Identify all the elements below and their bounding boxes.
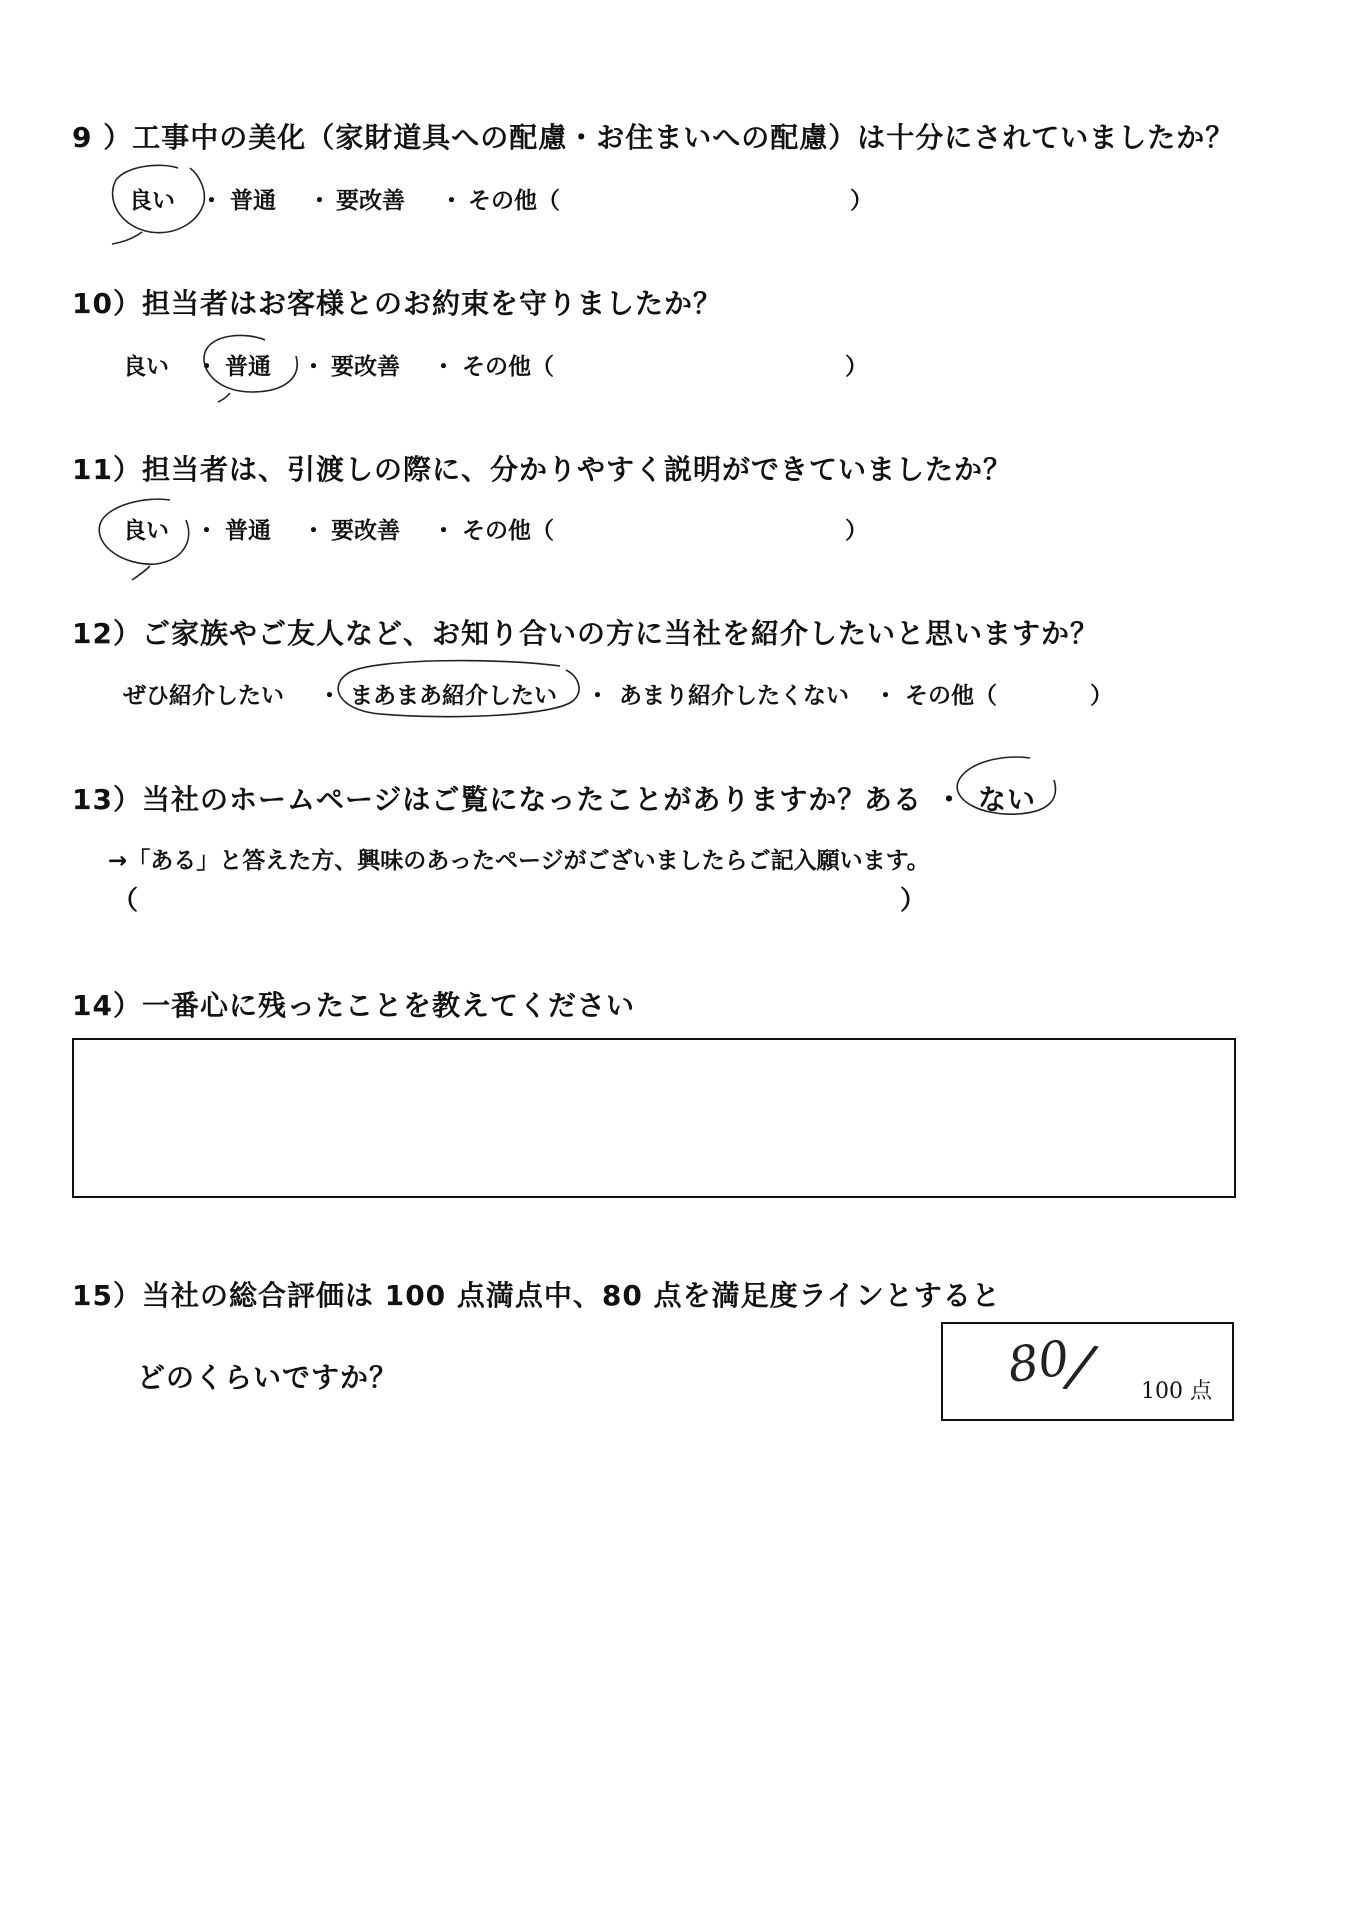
q11-separator: ・ — [302, 518, 325, 544]
q9-option-good[interactable]: 良い — [129, 188, 175, 214]
q14-answer-box[interactable] — [72, 1038, 1236, 1198]
q9-option-needs-improvement[interactable]: 要改善 — [336, 188, 405, 214]
q13-answer-close-paren: ） — [900, 886, 927, 916]
q9-other-close-paren: ） — [850, 188, 873, 214]
q10-option-needs-improvement[interactable]: 要改善 — [331, 354, 400, 380]
q9-selection-circle-tail — [112, 232, 142, 244]
q12-option-definitely[interactable]: ぜひ紹介したい — [123, 683, 284, 709]
q13-answer-open-paren: （ — [112, 886, 139, 916]
question-14-label: 14）一番心に残ったことを教えてください — [72, 989, 635, 1022]
q15-max-score-label: 100 点 — [1141, 1379, 1212, 1404]
question-15-label-line1: 15）当社の総合評価は 100 点満点中、80 点を満足度ラインとすると — [72, 1279, 1001, 1312]
q15-score-slash: / — [1065, 1330, 1097, 1402]
q12-separator: ・ — [586, 683, 609, 709]
question-9-label: 9 ）工事中の美化（家財道具への配慮・お住まいへの配慮）は十分にされていましたか？ — [72, 121, 1235, 154]
q9-separator: ・ — [440, 188, 463, 214]
q9-separator: ・ — [200, 188, 223, 214]
q10-selection-circle-tail — [218, 393, 230, 402]
q11-separator: ・ — [432, 518, 455, 544]
q11-option-needs-improvement[interactable]: 要改善 — [331, 518, 400, 544]
q10-option-other[interactable]: その他（ — [462, 354, 554, 380]
q13-option-no[interactable]: ない — [978, 783, 1037, 816]
question-11-label: 11）担当者は、引渡しの際に、分かりやすく説明ができていましたか？ — [72, 453, 1012, 486]
q15-score-value: 80 — [1004, 1330, 1073, 1394]
q12-option-not-much[interactable]: あまり紹介したくない — [619, 683, 849, 709]
q12-option-other[interactable]: その他（ — [905, 683, 997, 709]
q11-selection-circle-tail — [132, 566, 150, 580]
q12-option-somewhat[interactable]: まあまあ紹介したい — [350, 683, 557, 709]
q15-score-box[interactable] — [941, 1322, 1234, 1421]
q11-other-close-paren: ） — [845, 518, 868, 544]
q12-separator: ・ — [318, 683, 341, 709]
q13-note: →「ある」と答えた方、興味のあったページがございましたらご記入願います。 — [108, 848, 930, 874]
q13-option-yes[interactable]: ある — [864, 783, 923, 816]
q10-separator: ・ — [432, 354, 455, 380]
question-15-label-line2: どのくらいですか？ — [137, 1361, 399, 1394]
q10-separator: ・ — [195, 354, 218, 380]
question-10-label: 10）担当者はお客様とのお約束を守りましたか？ — [72, 287, 722, 320]
question-12-label: 12）ご家族やご友人など、お知り合いの方に当社を紹介したいと思いますか？ — [72, 617, 1099, 650]
q9-option-other[interactable]: その他（ — [468, 188, 560, 214]
q10-other-close-paren: ） — [845, 354, 868, 380]
q12-other-close-paren: ） — [1090, 683, 1113, 709]
q11-option-good[interactable]: 良い — [123, 518, 169, 544]
q11-option-normal[interactable]: 普通 — [225, 518, 271, 544]
q11-option-other[interactable]: その他（ — [462, 518, 554, 544]
question-13-label: 13）当社のホームページはご覧になったことがありますか？ — [72, 783, 867, 816]
q10-option-normal[interactable]: 普通 — [225, 354, 271, 380]
q13-separator: ・ — [935, 783, 965, 816]
q10-separator: ・ — [302, 354, 325, 380]
q12-separator: ・ — [874, 683, 897, 709]
q9-separator: ・ — [308, 188, 331, 214]
q13-answer-field[interactable] — [150, 880, 890, 914]
q9-option-normal[interactable]: 普通 — [230, 188, 276, 214]
q10-option-good[interactable]: 良い — [123, 354, 169, 380]
q11-separator: ・ — [195, 518, 218, 544]
